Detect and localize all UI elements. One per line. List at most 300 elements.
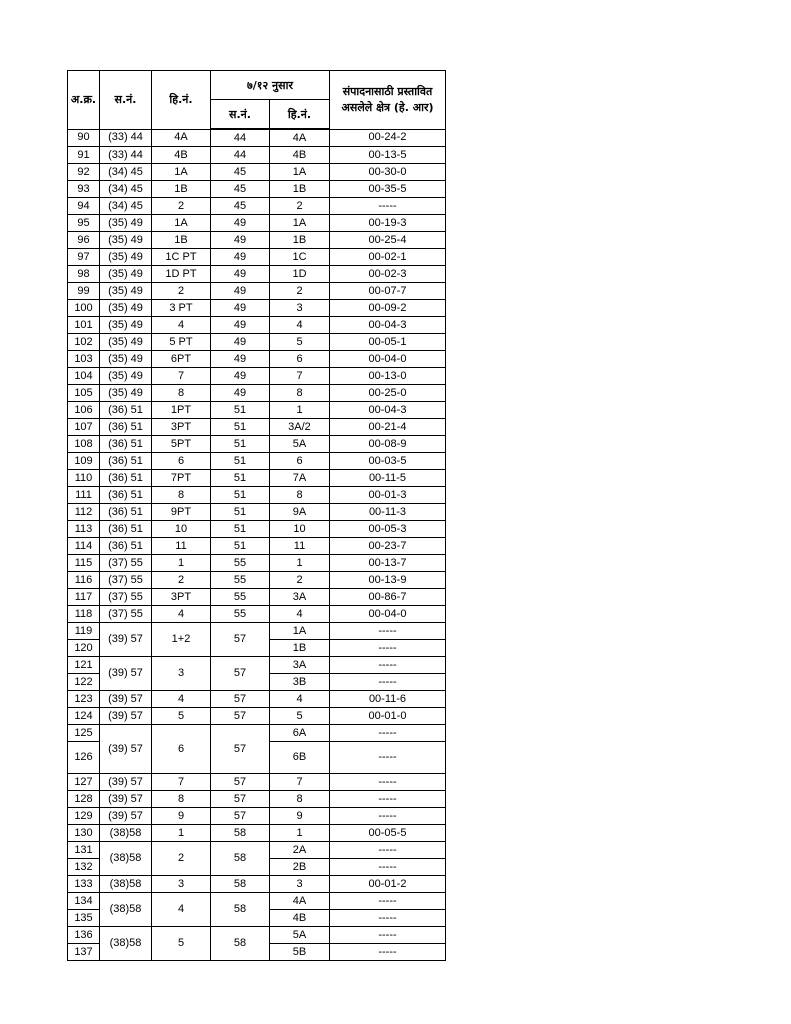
cell-survey-no: (35) 49 [100,385,152,402]
cell-712-hissa-no: 1A [270,215,330,232]
header-712-survey-no: स.नं. [211,100,270,130]
cell-proposed-area: 00-25-4 [330,232,446,249]
cell-hissa-no: 1C PT [152,249,211,266]
cell-sr-no: 132 [68,859,100,876]
cell-712-hissa-no: 1B [270,232,330,249]
cell-712-hissa-no: 2 [270,198,330,215]
cell-survey-no: (34) 45 [100,198,152,215]
cell-712-survey-no: 49 [211,334,270,351]
cell-hissa-no: 1PT [152,402,211,419]
cell-proposed-area: 00-08-9 [330,436,446,453]
cell-712-hissa-no: 1 [270,825,330,842]
cell-712-survey-no: 51 [211,453,270,470]
table-row [68,351,446,368]
cell-hissa-no: 3PT [152,419,211,436]
cell-survey-no: (36) 51 [100,521,152,538]
cell-hissa-no: 1B [152,181,211,198]
table-row [68,708,446,725]
cell-proposed-area: ----- [330,791,446,808]
cell-proposed-area: 00-05-1 [330,334,446,351]
cell-sr-no: 133 [68,876,100,893]
table-row [68,774,446,791]
cell-712-survey-no: 49 [211,249,270,266]
cell-hissa-no: 1B [152,232,211,249]
cell-712-hissa-no: 1 [270,402,330,419]
cell-survey-no: (39) 57 [100,657,152,691]
cell-proposed-area: 00-13-9 [330,572,446,589]
land-table [67,70,446,961]
cell-712-survey-no: 55 [211,589,270,606]
cell-proposed-area: 00-05-5 [330,825,446,842]
cell-hissa-no: 1+2 [152,623,211,657]
cell-712-hissa-no: 7 [270,774,330,791]
cell-proposed-area: 00-21-4 [330,419,446,436]
cell-sr-no: 129 [68,808,100,825]
cell-sr-no: 102 [68,334,100,351]
cell-proposed-area: ----- [330,640,446,657]
table-row [68,300,446,317]
cell-hissa-no: 3 [152,876,211,893]
cell-712-hissa-no: 9A [270,504,330,521]
cell-712-hissa-no: 1 [270,555,330,572]
cell-sr-no: 108 [68,436,100,453]
cell-hissa-no: 4 [152,893,211,927]
cell-hissa-no: 1A [152,215,211,232]
cell-proposed-area: 00-07-7 [330,283,446,300]
table-row [68,825,446,842]
cell-proposed-area: 00-30-0 [330,164,446,181]
cell-sr-no: 118 [68,606,100,623]
cell-sr-no: 104 [68,368,100,385]
cell-hissa-no: 4 [152,691,211,708]
cell-proposed-area: 00-13-0 [330,368,446,385]
cell-hissa-no: 3 PT [152,300,211,317]
table-row [68,147,446,164]
table-body [68,129,446,961]
cell-survey-no: (39) 57 [100,808,152,825]
cell-sr-no: 121 [68,657,100,674]
cell-survey-no: (35) 49 [100,334,152,351]
cell-hissa-no: 5 PT [152,334,211,351]
table-row [68,657,446,674]
cell-sr-no: 117 [68,589,100,606]
cell-survey-no: (36) 51 [100,402,152,419]
cell-hissa-no: 4B [152,147,211,164]
cell-hissa-no: 4 [152,317,211,334]
cell-712-hissa-no: 6 [270,351,330,368]
cell-712-survey-no: 57 [211,774,270,791]
table-row [68,691,446,708]
cell-proposed-area: 00-24-2 [330,129,446,147]
cell-712-hissa-no: 6B [270,742,330,774]
cell-proposed-area: 00-01-3 [330,487,446,504]
cell-proposed-area: 00-05-3 [330,521,446,538]
table-row [68,419,446,436]
cell-sr-no: 112 [68,504,100,521]
table-row [68,555,446,572]
cell-712-survey-no: 51 [211,538,270,555]
cell-712-survey-no: 58 [211,893,270,927]
cell-proposed-area: 00-19-3 [330,215,446,232]
cell-sr-no: 127 [68,774,100,791]
cell-hissa-no: 1D PT [152,266,211,283]
table-row [68,436,446,453]
cell-survey-no: (35) 49 [100,215,152,232]
cell-712-hissa-no: 4 [270,606,330,623]
table-row [68,487,446,504]
cell-proposed-area: 00-03-5 [330,453,446,470]
cell-proposed-area: 00-01-0 [330,708,446,725]
cell-712-survey-no: 51 [211,470,270,487]
cell-712-survey-no: 58 [211,842,270,876]
cell-sr-no: 97 [68,249,100,266]
cell-survey-no: (39) 57 [100,791,152,808]
cell-sr-no: 131 [68,842,100,859]
cell-712-hissa-no: 4 [270,317,330,334]
cell-712-survey-no: 57 [211,708,270,725]
cell-sr-no: 100 [68,300,100,317]
cell-hissa-no: 11 [152,538,211,555]
cell-survey-no: (35) 49 [100,283,152,300]
cell-hissa-no: 7 [152,774,211,791]
cell-712-survey-no: 57 [211,623,270,657]
cell-proposed-area: ----- [330,674,446,691]
cell-hissa-no: 9PT [152,504,211,521]
cell-survey-no: (36) 51 [100,504,152,521]
cell-712-hissa-no: 2A [270,842,330,859]
cell-survey-no: (38)58 [100,927,152,961]
table-row [68,470,446,487]
cell-712-hissa-no: 2B [270,859,330,876]
table-row [68,181,446,198]
cell-712-hissa-no: 8 [270,791,330,808]
cell-712-survey-no: 55 [211,572,270,589]
cell-712-hissa-no: 3A [270,589,330,606]
cell-sr-no: 92 [68,164,100,181]
cell-survey-no: (35) 49 [100,249,152,266]
cell-712-survey-no: 49 [211,385,270,402]
cell-sr-no: 106 [68,402,100,419]
cell-hissa-no: 1 [152,825,211,842]
cell-712-hissa-no: 8 [270,385,330,402]
cell-712-hissa-no: 8 [270,487,330,504]
table-row [68,402,446,419]
table-row [68,385,446,402]
cell-712-hissa-no: 7A [270,470,330,487]
cell-sr-no: 135 [68,910,100,927]
header-hissa-no: हि.नं. [152,71,211,130]
cell-proposed-area: 00-13-7 [330,555,446,572]
cell-proposed-area: 00-13-5 [330,147,446,164]
cell-hissa-no: 4A [152,129,211,147]
cell-hissa-no: 2 [152,572,211,589]
cell-proposed-area: 00-04-0 [330,351,446,368]
cell-proposed-area: ----- [330,893,446,910]
cell-hissa-no: 2 [152,842,211,876]
cell-712-survey-no: 58 [211,927,270,961]
cell-712-survey-no: 57 [211,791,270,808]
cell-712-survey-no: 44 [211,129,270,147]
cell-712-hissa-no: 3B [270,674,330,691]
cell-hissa-no: 5 [152,927,211,961]
cell-712-hissa-no: 5A [270,927,330,944]
cell-712-hissa-no: 1A [270,623,330,640]
cell-sr-no: 98 [68,266,100,283]
cell-survey-no: (35) 49 [100,266,152,283]
table-row [68,842,446,859]
cell-survey-no: (39) 57 [100,725,152,774]
cell-712-survey-no: 51 [211,487,270,504]
cell-survey-no: (36) 51 [100,436,152,453]
cell-survey-no: (33) 44 [100,147,152,164]
cell-712-hissa-no: 1D [270,266,330,283]
cell-survey-no: (35) 49 [100,317,152,334]
table-row [68,249,446,266]
cell-survey-no: (38)58 [100,876,152,893]
cell-proposed-area: 00-01-2 [330,876,446,893]
cell-712-hissa-no: 5A [270,436,330,453]
table-row [68,266,446,283]
cell-survey-no: (35) 49 [100,232,152,249]
cell-survey-no: (36) 51 [100,470,152,487]
cell-survey-no: (39) 57 [100,691,152,708]
cell-hissa-no: 8 [152,487,211,504]
cell-712-survey-no: 58 [211,825,270,842]
cell-hissa-no: 5PT [152,436,211,453]
cell-712-survey-no: 51 [211,419,270,436]
cell-712-hissa-no: 4 [270,691,330,708]
cell-survey-no: (34) 45 [100,164,152,181]
cell-712-hissa-no: 3 [270,300,330,317]
cell-survey-no: (36) 51 [100,538,152,555]
cell-sr-no: 134 [68,893,100,910]
table-row [68,791,446,808]
land-acquisition-sheet [67,70,446,961]
cell-712-hissa-no: 4B [270,910,330,927]
cell-survey-no: (35) 49 [100,300,152,317]
cell-712-hissa-no: 4A [270,129,330,147]
header-sr-no: अ.क्र. [68,71,100,130]
table-row [68,164,446,181]
cell-sr-no: 137 [68,944,100,961]
cell-survey-no: (38)58 [100,825,152,842]
cell-proposed-area: 00-11-5 [330,470,446,487]
cell-survey-no: (37) 55 [100,589,152,606]
cell-712-hissa-no: 5 [270,708,330,725]
header-712-hissa-no: हि.नं. [270,100,330,130]
cell-proposed-area: 00-02-3 [330,266,446,283]
table-row [68,368,446,385]
cell-712-hissa-no: 9 [270,808,330,825]
table-row [68,198,446,215]
cell-hissa-no: 8 [152,385,211,402]
cell-hissa-no: 8 [152,791,211,808]
cell-712-survey-no: 44 [211,147,270,164]
cell-sr-no: 113 [68,521,100,538]
table-row [68,572,446,589]
cell-hissa-no: 3 [152,657,211,691]
cell-712-hissa-no: 6A [270,725,330,742]
cell-712-survey-no: 49 [211,266,270,283]
cell-712-survey-no: 49 [211,317,270,334]
table-row [68,606,446,623]
cell-hissa-no: 7 [152,368,211,385]
table-row [68,521,446,538]
cell-survey-no: (36) 51 [100,453,152,470]
cell-712-hissa-no: 1B [270,640,330,657]
cell-proposed-area: 00-35-5 [330,181,446,198]
cell-712-hissa-no: 3 [270,876,330,893]
cell-proposed-area: ----- [330,657,446,674]
cell-sr-no: 101 [68,317,100,334]
table-row [68,317,446,334]
cell-712-survey-no: 57 [211,808,270,825]
cell-survey-no: (38)58 [100,893,152,927]
cell-712-hissa-no: 5 [270,334,330,351]
cell-survey-no: (33) 44 [100,129,152,147]
cell-712-hissa-no: 3A/2 [270,419,330,436]
table-row [68,808,446,825]
cell-survey-no: (39) 57 [100,623,152,657]
table-row [68,334,446,351]
cell-hissa-no: 1 [152,555,211,572]
cell-hissa-no: 5 [152,708,211,725]
header-proposed-area [330,71,446,130]
cell-survey-no: (39) 57 [100,774,152,791]
cell-712-hissa-no: 11 [270,538,330,555]
cell-712-hissa-no: 10 [270,521,330,538]
cell-sr-no: 103 [68,351,100,368]
cell-712-survey-no: 45 [211,164,270,181]
cell-proposed-area: ----- [330,774,446,791]
table-row [68,538,446,555]
cell-proposed-area: 00-04-3 [330,402,446,419]
cell-hissa-no: 9 [152,808,211,825]
cell-712-survey-no: 49 [211,215,270,232]
cell-proposed-area: ----- [330,623,446,640]
cell-712-survey-no: 57 [211,725,270,774]
cell-712-survey-no: 51 [211,402,270,419]
cell-sr-no: 90 [68,129,100,147]
cell-712-hissa-no: 1B [270,181,330,198]
cell-survey-no: (39) 57 [100,708,152,725]
cell-proposed-area: ----- [330,944,446,961]
cell-survey-no: (37) 55 [100,572,152,589]
table-row [68,623,446,640]
table-row [68,927,446,944]
cell-proposed-area: 00-09-2 [330,300,446,317]
cell-sr-no: 95 [68,215,100,232]
table-row [68,893,446,910]
cell-hissa-no: 1A [152,164,211,181]
cell-hissa-no: 6PT [152,351,211,368]
cell-sr-no: 123 [68,691,100,708]
cell-proposed-area: 00-04-0 [330,606,446,623]
cell-sr-no: 136 [68,927,100,944]
cell-712-hissa-no: 1C [270,249,330,266]
cell-proposed-area: ----- [330,910,446,927]
cell-712-hissa-no: 2 [270,572,330,589]
cell-sr-no: 119 [68,623,100,640]
cell-sr-no: 107 [68,419,100,436]
cell-sr-no: 114 [68,538,100,555]
cell-sr-no: 116 [68,572,100,589]
cell-proposed-area: ----- [330,198,446,215]
header-as-per-712: ७/१२ नुसार [211,71,330,100]
cell-712-hissa-no: 3A [270,657,330,674]
cell-proposed-area: ----- [330,927,446,944]
cell-proposed-area: 00-23-7 [330,538,446,555]
cell-survey-no: (36) 51 [100,487,152,504]
cell-712-hissa-no: 7 [270,368,330,385]
table-row [68,589,446,606]
cell-sr-no: 111 [68,487,100,504]
cell-712-survey-no: 58 [211,876,270,893]
table-row [68,876,446,893]
table-row [68,215,446,232]
cell-proposed-area: 00-11-6 [330,691,446,708]
header-area-line2: असलेले क्षेत्र (हे. आर) [341,100,434,114]
cell-sr-no: 128 [68,791,100,808]
cell-712-survey-no: 45 [211,181,270,198]
cell-sr-no: 124 [68,708,100,725]
cell-712-hissa-no: 5B [270,944,330,961]
cell-hissa-no: 3PT [152,589,211,606]
cell-712-survey-no: 55 [211,606,270,623]
cell-712-survey-no: 45 [211,198,270,215]
cell-proposed-area: ----- [330,742,446,774]
cell-sr-no: 122 [68,674,100,691]
cell-sr-no: 94 [68,198,100,215]
cell-sr-no: 109 [68,453,100,470]
cell-712-survey-no: 49 [211,283,270,300]
cell-hissa-no: 2 [152,198,211,215]
cell-survey-no: (37) 55 [100,555,152,572]
cell-sr-no: 91 [68,147,100,164]
cell-712-survey-no: 51 [211,521,270,538]
cell-proposed-area: 00-04-3 [330,317,446,334]
cell-712-survey-no: 49 [211,300,270,317]
cell-sr-no: 130 [68,825,100,842]
header-survey-no: स.नं. [100,71,152,130]
cell-sr-no: 110 [68,470,100,487]
cell-712-survey-no: 49 [211,351,270,368]
cell-712-survey-no: 57 [211,657,270,691]
cell-proposed-area: ----- [330,808,446,825]
cell-712-survey-no: 49 [211,232,270,249]
table-row [68,453,446,470]
cell-survey-no: (38)58 [100,842,152,876]
cell-712-survey-no: 49 [211,368,270,385]
cell-712-survey-no: 55 [211,555,270,572]
table-row [68,232,446,249]
cell-proposed-area: ----- [330,842,446,859]
cell-712-survey-no: 51 [211,436,270,453]
cell-hissa-no: 6 [152,453,211,470]
cell-712-hissa-no: 4B [270,147,330,164]
table-row [68,129,446,147]
cell-survey-no: (36) 51 [100,419,152,436]
cell-survey-no: (37) 55 [100,606,152,623]
cell-sr-no: 125 [68,725,100,742]
cell-712-hissa-no: 1A [270,164,330,181]
cell-712-survey-no: 51 [211,504,270,521]
cell-sr-no: 115 [68,555,100,572]
cell-proposed-area: ----- [330,725,446,742]
cell-survey-no: (35) 49 [100,351,152,368]
cell-sr-no: 126 [68,742,100,774]
header-area-line1: संपादनासाठी प्रस्तावित [342,84,433,98]
